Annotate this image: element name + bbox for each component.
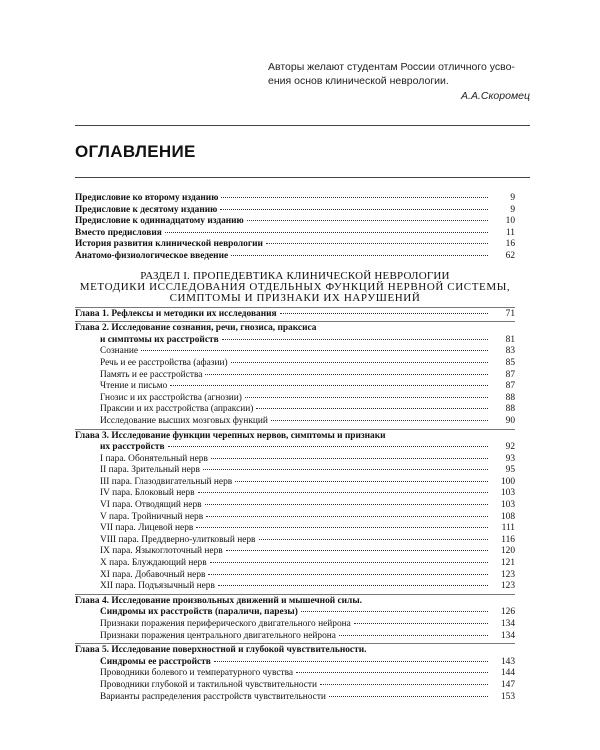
toc-entry-page: 123 [500, 581, 515, 592]
toc-entry-page: 103 [500, 500, 515, 511]
dot-leader [235, 481, 488, 482]
dot-leader [208, 574, 488, 575]
toc-entry-page: 95 [505, 465, 515, 476]
toc-entry-page: 153 [500, 691, 515, 702]
toc-entry-page: 121 [500, 558, 515, 569]
section-subtitle-line-2: СИМПТОМЫ И ПРИЗНАКИ ИХ НАРУШЕНИЙ [169, 292, 421, 305]
toc-entry-page: 134 [500, 619, 515, 629]
toc-entry-label: Предисловие к десятому изданию [75, 204, 218, 215]
toc-entry-label: Проводники болевого и температурного чувства [100, 668, 294, 679]
toc-entry-label: V пара. Тройничный нерв [100, 511, 204, 522]
dot-leader [245, 397, 488, 398]
toc-subentry[interactable] [75, 370, 515, 382]
toc-entry-label: Варианты распределения расстройств чувствительности [100, 691, 326, 702]
toc-entry-chapter-3[interactable] [75, 442, 515, 454]
toc-subentry[interactable] [75, 512, 515, 524]
chapter-3 [75, 429, 515, 593]
dot-leader [205, 504, 488, 505]
dot-leader [339, 635, 488, 636]
toc-subentry[interactable] [75, 477, 515, 489]
toc-entry-label: Синдромы их расстройств (параличи, парезы) [100, 607, 298, 618]
chapter-1 [75, 307, 515, 321]
toc-entry-page: 111 [501, 523, 515, 534]
dot-leader [280, 313, 488, 314]
toc-entry-anatomy-intro[interactable] [75, 251, 515, 263]
dot-leader [256, 408, 488, 409]
toc-subentry[interactable] [75, 546, 515, 558]
dot-leader [196, 527, 488, 528]
toc-entry-label: Гнозис и их расстройства (агнозии) [100, 392, 242, 403]
dot-leader [165, 232, 488, 233]
toc-entry-page: 92 [505, 442, 515, 453]
dot-leader [222, 339, 488, 340]
dot-leader [354, 623, 488, 624]
toc-entry-page: 93 [505, 453, 515, 464]
toc-entry-label: Чтение и письмо [100, 381, 168, 392]
toc-entry-page: 9 [510, 204, 515, 215]
dot-leader [301, 611, 488, 612]
toc-subentry[interactable] [75, 416, 515, 428]
dot-leader [210, 562, 488, 563]
toc-entry-page: 10 [505, 216, 515, 227]
toc-entry-label: Признаки поражения центрального двигательного нейрона [100, 630, 336, 641]
toc-entry-page: 85 [505, 357, 515, 368]
toc-subentry[interactable] [75, 465, 515, 477]
toc-entry-label: Синдромы ее расстройств [100, 656, 211, 667]
toc-entry-label: Предисловие ко второму изданию [75, 193, 219, 203]
toc-entry-label: XI пара. Добавочный нерв [100, 569, 206, 580]
toc-entry-label: X пара. Блуждающий нерв [100, 558, 207, 569]
toc-entry-label: Глава 1. Рефлексы и методики их исследования [75, 308, 277, 319]
toc-entry-page: 71 [505, 308, 515, 319]
dot-leader [221, 197, 488, 198]
toc-entry-label: История развития клинической неврологии [75, 239, 263, 250]
chapter-2 [75, 321, 515, 427]
dot-leader [296, 672, 488, 673]
toc-entry-label: и симптомы их расстройств [100, 334, 219, 345]
toc-entry-page: 108 [500, 511, 515, 522]
dot-leader [168, 446, 488, 447]
title-rule [75, 177, 530, 178]
toc-entry-page: 134 [500, 630, 515, 641]
dot-leader [247, 220, 488, 221]
dot-leader [320, 684, 488, 685]
toc-entry-page: 62 [505, 250, 515, 261]
toc-entry-label: их расстройств [100, 442, 165, 453]
dot-leader [271, 420, 488, 421]
chapter-5 [75, 643, 515, 703]
toc-entry-label: Праксии и их расстройства (апраксии) [100, 404, 254, 415]
toc-entry-page: 90 [505, 415, 515, 426]
toc-entry-preface-2nd[interactable] [75, 193, 515, 205]
toc-subentry[interactable] [75, 488, 515, 500]
dot-leader [170, 385, 488, 386]
chapter-heading[interactable]: Глава 3. Исследование функции черепных нервов, симптомы и признаки [75, 430, 386, 441]
toc-entry-label: VII пара. Лицевой нерв [100, 523, 194, 534]
dot-leader [231, 255, 488, 256]
toc-entry-page: 81 [505, 334, 515, 345]
toc-entry-page: 103 [500, 488, 515, 499]
toc-entry-page: 88 [505, 404, 515, 415]
toc-subentry[interactable] [75, 381, 515, 393]
toc-entry-label: I пара. Обонятельный нерв [100, 453, 208, 464]
toc-subentry[interactable] [75, 393, 515, 405]
toc-subentry[interactable] [75, 535, 515, 547]
toc-entry-page: 123 [500, 569, 515, 580]
toc-subentry[interactable] [75, 581, 515, 593]
toc-entry-page: 116 [501, 534, 515, 545]
page-title: ОГЛАВЛЕНИЕ [75, 142, 196, 161]
toc-subentry[interactable] [75, 570, 515, 582]
toc-entry-label: Проводники глубокой и тактильной чувствительности [100, 679, 318, 690]
toc-subentry[interactable] [75, 558, 515, 570]
toc-entry-chapter-4[interactable] [75, 607, 515, 619]
table-of-contents [75, 193, 515, 703]
toc-entry-label: Память и ее расстройства [100, 369, 203, 380]
chapter-heading[interactable]: Глава 4. Исследование произвольных движений и мышечной силы. [75, 595, 362, 606]
toc-entry-label: III пара. Глазодвигательный нерв [100, 476, 233, 487]
chapter-4 [75, 594, 515, 642]
toc-entry-page: 120 [500, 546, 515, 557]
toc-entry-label: II пара. Зрительный нерв [100, 465, 200, 476]
toc-subentry[interactable] [75, 668, 515, 680]
dot-leader [266, 243, 488, 244]
dot-leader [218, 585, 488, 586]
toc-entry-chapter-5[interactable] [75, 657, 515, 669]
dot-leader [211, 458, 488, 459]
dot-leader [206, 516, 488, 517]
epigraph [268, 60, 530, 103]
toc-entry-page: 143 [500, 656, 515, 667]
toc-entry-page: 83 [505, 346, 515, 357]
toc-entry-page: 87 [505, 369, 515, 380]
toc-entry-label: Сознание [100, 346, 139, 357]
epigraph-line-1: Авторы желают студентам России отличного усво- [268, 61, 515, 73]
toc-entry-label: IV пара. Блоковый нерв [100, 488, 195, 499]
dot-leader [231, 362, 488, 363]
toc-entry-page: 87 [505, 381, 515, 392]
dot-leader [203, 469, 488, 470]
toc-entry-preface-11th[interactable] [75, 216, 515, 228]
dot-leader [329, 696, 488, 697]
toc-entry-label: VIII пара. Преддверно-улитковый нерв [100, 534, 256, 545]
toc-subentry[interactable] [75, 619, 515, 631]
chapter-heading[interactable]: Глава 2. Исследование сознания, речи, гнозиса, праксиса [75, 323, 317, 334]
toc-entry-preface-10th[interactable] [75, 205, 515, 217]
toc-entry-label: VI пара. Отводящий нерв [100, 500, 202, 511]
toc-subentry[interactable] [75, 346, 515, 358]
toc-entry-page: 11 [505, 227, 515, 238]
toc-entry-chapter-2[interactable] [75, 335, 515, 347]
toc-entry-label: IX пара. Языкоглоточный нерв [100, 546, 223, 557]
toc-entry-page: 100 [500, 476, 515, 487]
toc-entry-page: 147 [500, 679, 515, 690]
toc-entry-label: Предисловие к одиннадцатому изданию [75, 216, 244, 227]
dot-leader [226, 550, 488, 551]
section-heading [75, 270, 515, 305]
chapter-heading[interactable]: Глава 5. Исследование поверхностной и глубокой чувствительности. [75, 645, 367, 656]
dot-leader [259, 539, 489, 540]
toc-entry-label: Исследование высших мозговых функций [100, 415, 268, 426]
epigraph-signature: А.А.Скоромец [461, 90, 530, 102]
toc-entry-page: 144 [500, 668, 515, 679]
toc-entry-instead-of-preface[interactable] [75, 228, 515, 240]
toc-entry-label: Речь и ее расстройства (афазии) [100, 357, 228, 368]
toc-entry-page: 9 [510, 193, 515, 203]
toc-entry-page: 126 [500, 607, 515, 618]
toc-subentry[interactable] [75, 358, 515, 370]
dot-leader [220, 209, 488, 210]
section-subtitle-line-1: МЕТОДИКИ ИССЛЕДОВАНИЯ ОТДЕЛЬНЫХ ФУНКЦИЙ НЕРВНОЙ СИСТЕМЫ, [79, 280, 511, 293]
epigraph-line-2: ения основ клинической неврологии. [268, 75, 449, 87]
toc-entry-label: Вместо предисловия [75, 227, 162, 238]
dot-leader [205, 374, 488, 375]
toc-subentry[interactable] [75, 631, 515, 643]
toc-entry-page: 88 [505, 392, 515, 403]
toc-subentry[interactable] [75, 454, 515, 466]
toc-entry-chapter-1[interactable] [75, 309, 515, 321]
top-rule [75, 125, 530, 126]
toc-subentry[interactable] [75, 680, 515, 692]
toc-subentry[interactable] [75, 404, 515, 416]
toc-entry-label: Анатомо-физиологическое введение [75, 250, 229, 261]
section-title: РАЗДЕЛ I. ПРОПЕДЕВТИКА КЛИНИЧЕСКОЙ НЕВРОЛОГИИ [140, 269, 450, 282]
toc-subentry[interactable] [75, 523, 515, 535]
toc-entry-history[interactable] [75, 239, 515, 251]
toc-entry-page: 16 [505, 239, 515, 250]
dot-leader [141, 350, 488, 351]
dot-leader [198, 492, 488, 493]
toc-subentry[interactable] [75, 500, 515, 512]
dot-leader [214, 661, 488, 662]
toc-subentry[interactable] [75, 692, 515, 704]
toc-entry-label: Признаки поражения периферического двигательного нейрона [100, 619, 351, 629]
toc-entry-label: XII пара. Подъязычный нерв [100, 581, 215, 592]
